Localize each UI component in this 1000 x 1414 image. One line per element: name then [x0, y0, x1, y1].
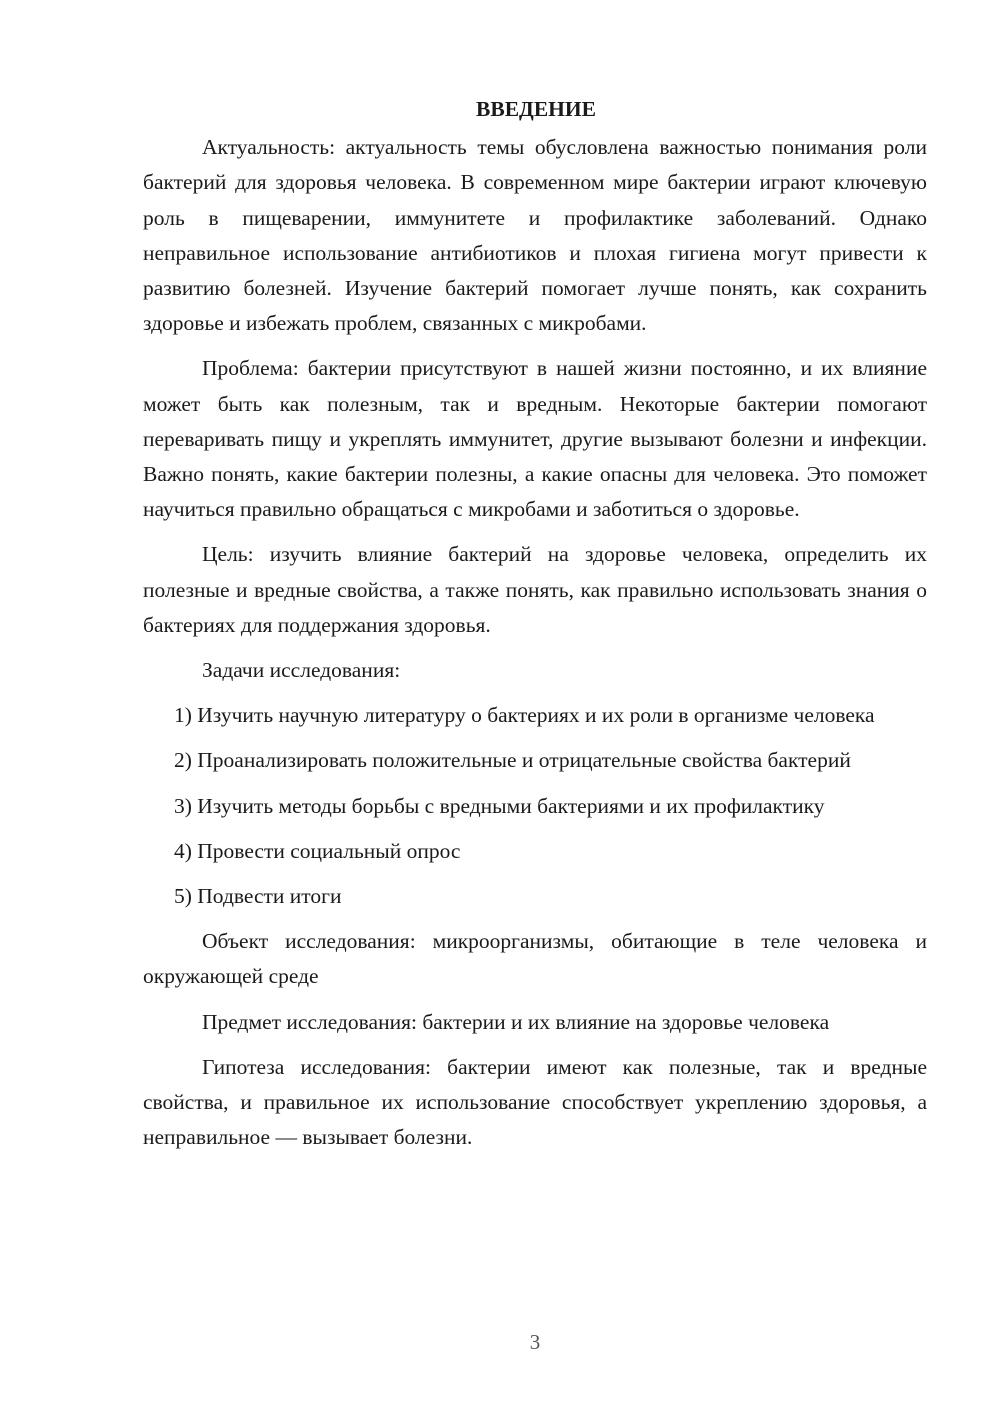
paragraph-object: Объект исследования: микроорганизмы, обитающие в теле человека и окружающей среде [143, 929, 927, 989]
paragraph-relevance: Актуальность: актуальность темы обусловлена важностью понимания роли бактерий для здоровья человека. В современном мире бактерии играют ключевую роль в пищеварении, иммунитете и профилактике заболеваний. Однако неправильное использование антибиотиков и плохая гигиена могут привести к развитию болезней. Изучение бактерий помогает лучше понять, как сохранить здоровье и избежать проблем, связанных с микробами. [143, 135, 927, 336]
paragraph-subject: Предмет исследования: бактерии и их влияние на здоровье человека [202, 1009, 830, 1034]
section-heading: ВВЕДЕНИЕ [476, 97, 596, 121]
task-item-5: 5) Подвести итоги [174, 884, 342, 909]
paragraph-hypothesis: Гипотеза исследования: бактерии имеют как полезные, так и вредные свойства, и правильное их использование способствует укреплению здоровья, а неправильное — вызывает болезни. [143, 1054, 927, 1150]
page-number: 3 [529, 1330, 541, 1354]
task-item-2: 2) Проанализировать положительные и отрицательные свойства бактерий [174, 748, 851, 773]
tasks-list [143, 698, 927, 914]
task-item-4: 4) Провести социальный опрос [174, 838, 461, 863]
task-item-1: 1) Изучить научную литературу о бактериях и их роли в организме человека [174, 703, 875, 728]
task-item-3: 3) Изучить методы борьбы с вредными бактериями и их профилактику [174, 793, 825, 818]
document-page [143, 92, 927, 1165]
paragraph-problem: Проблема: бактерии присутствуют в нашей жизни постоянно, и их влияние может быть как полезным, так и вредным. Некоторые бактерии помогают переваривать пищу и укреплять иммунитет, другие вызывают болезни и инфекции. Важно понять, какие бактерии полезны, а какие опасны для человека. Это поможет научиться правильно обращаться с микробами и заботиться о здоровье. [143, 356, 927, 522]
paragraph-goal: Цель: изучить влияние бактерий на здоровье человека, определить их полезные и вредные свойства, а также понять, как правильно использовать знания о бактериях для поддержания здоровья. [143, 542, 927, 637]
paragraph-tasks-title: Задачи исследования: [202, 658, 401, 683]
